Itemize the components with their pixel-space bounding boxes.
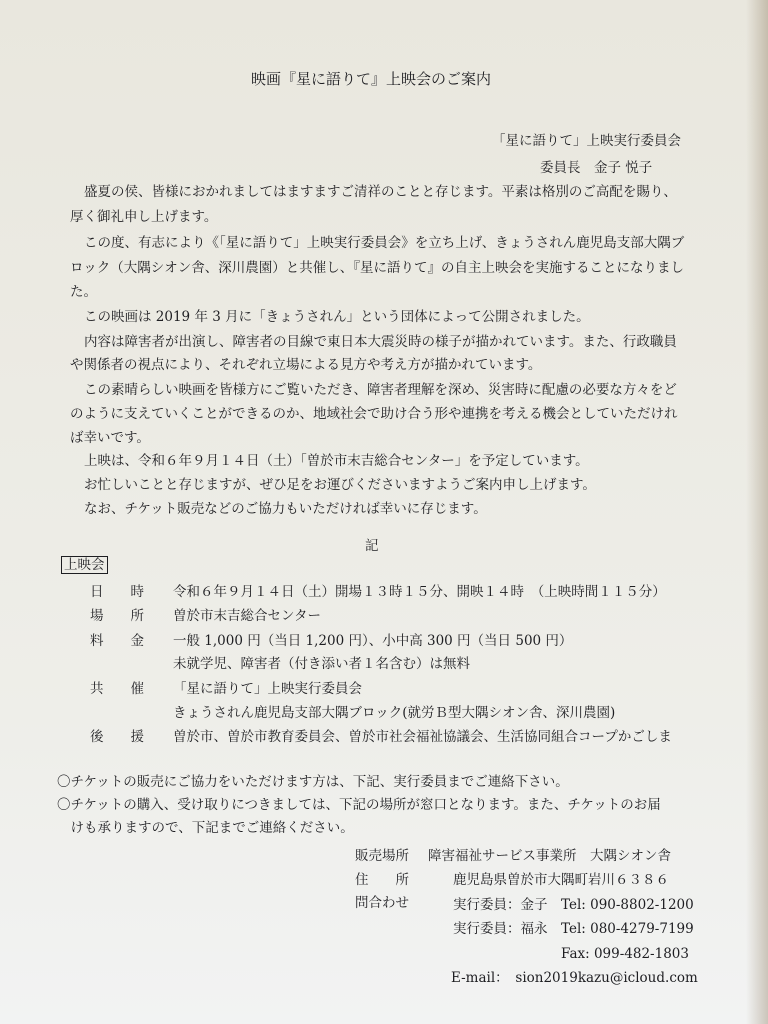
host-value-block: きょうされん鹿児島支部大隅ブロック(就労Ｂ型大隅シオン舎、深川農園) xyxy=(173,705,616,721)
sender-committee: 「星に語りて」上映実行委員会 xyxy=(492,133,681,149)
sales-value: 障害福祉サービス事業所 大隅シオン舎 xyxy=(428,848,671,864)
address-label: 住 所 xyxy=(355,872,409,888)
sales-label: 販売場所 xyxy=(355,848,409,864)
contact-member-1: 実行委員：金子 Tel: 090-8802-1200 xyxy=(453,897,694,913)
note-line: けも承りますので、下記までご連絡ください。 xyxy=(57,820,354,836)
address-value: 鹿児島県曽於市大隅町岩川６３８６ xyxy=(453,872,669,888)
date-label: 日 時 xyxy=(90,584,144,600)
host-label: 共 催 xyxy=(90,681,144,697)
paper-edge-shadow xyxy=(746,0,768,1024)
body-line: や関係者の視点により、それぞれ立場による見方や考え方が描かれています。 xyxy=(70,357,542,373)
fee-value-free: 未就学児、障害者（付き添い者１名含む）は無料 xyxy=(173,656,470,672)
body-line: この映画は 2019 年 3 月に「きょうされん」という団体によって公開されました。 xyxy=(84,309,590,325)
sender-chair: 委員長 金子 悦子 xyxy=(540,160,653,176)
body-line: た。 xyxy=(70,284,97,300)
note-line: 〇チケットの購入、受け取りにつきましては、下記の場所が窓口となります。また、チケットのお届 xyxy=(57,797,661,813)
contact-fax: Fax: 099-482-1803 xyxy=(561,946,689,962)
date-value: 令和６年９月１４日（土）開場１３時１５分、開映１４時 （上映時間１１５分） xyxy=(173,584,666,600)
section-label-screening: 上映会 xyxy=(61,556,108,574)
body-line: 盛夏の侯、皆様におかれましてはますますご清祥のことと存じます。平素は格別のご高配を賜り、 xyxy=(84,184,677,200)
ki-heading: 記 xyxy=(365,538,379,554)
body-line: 内容は障害者が出演し、障害者の目線で東日本大震災時の様子が描かれています。また、行政職員 xyxy=(84,334,677,350)
fee-label: 料 金 xyxy=(90,633,144,649)
body-line: 上映は、令和６年９月１４日（土）「曽於市末吉総合センター」を予定しています。 xyxy=(84,453,589,469)
document-title: 映画『星に語りて』上映会のご案内 xyxy=(251,70,492,88)
body-line: 厚く御礼申し上げます。 xyxy=(70,209,218,225)
host-value: 「星に語りて」上映実行委員会 xyxy=(173,681,362,697)
body-line: ロック（大隅シオン舎、深川農園）と共催し、『星に語りて』の自主上映会を実施することになりまし xyxy=(70,260,684,276)
support-value: 曽於市、曽於市教育委員会、曽於市社会福祉協議会、生活協同組合コープかごしま xyxy=(173,729,672,745)
place-label: 場 所 xyxy=(90,608,144,624)
body-line: この度、有志により《「星に語りて」上映実行委員会》を立ち上げ、きょうされん鹿児島支部大隅ブ xyxy=(84,235,685,251)
body-line: のように支えていくことができるのか、地域社会で助け合う形や連携を考える機会としていただけれ xyxy=(70,406,678,422)
fee-value: 一般 1,000 円（当日 1,200 円）、小中高 300 円（当日 500 円） xyxy=(173,633,573,649)
body-line: ば幸いです。 xyxy=(70,430,150,446)
body-line: お忙しいことと存じますが、ぜひ足をお運びくださいますようご案内申し上げます。 xyxy=(84,477,596,493)
contact-email: E-mail： sion2019kazu@icloud.com xyxy=(451,970,698,986)
note-line: 〇チケットの販売にご協力をいただけます方は、下記、実行委員までご連絡下さい。 xyxy=(57,774,569,790)
body-line: なお、チケット販売などのご協力もいただければ幸いに存じます。 xyxy=(84,501,487,517)
place-value: 曽於市末吉総合センター xyxy=(173,608,321,624)
contact-member-2: 実行委員：福永 Tel: 080-4279-7199 xyxy=(453,921,694,937)
support-label: 後 援 xyxy=(90,729,144,745)
body-line: この素晴らしい映画を皆様方にご覧いただき、障害者理解を深め、災害時に配慮の必要な方々をど xyxy=(84,382,677,398)
inquiry-label: 問合わせ xyxy=(355,895,409,911)
